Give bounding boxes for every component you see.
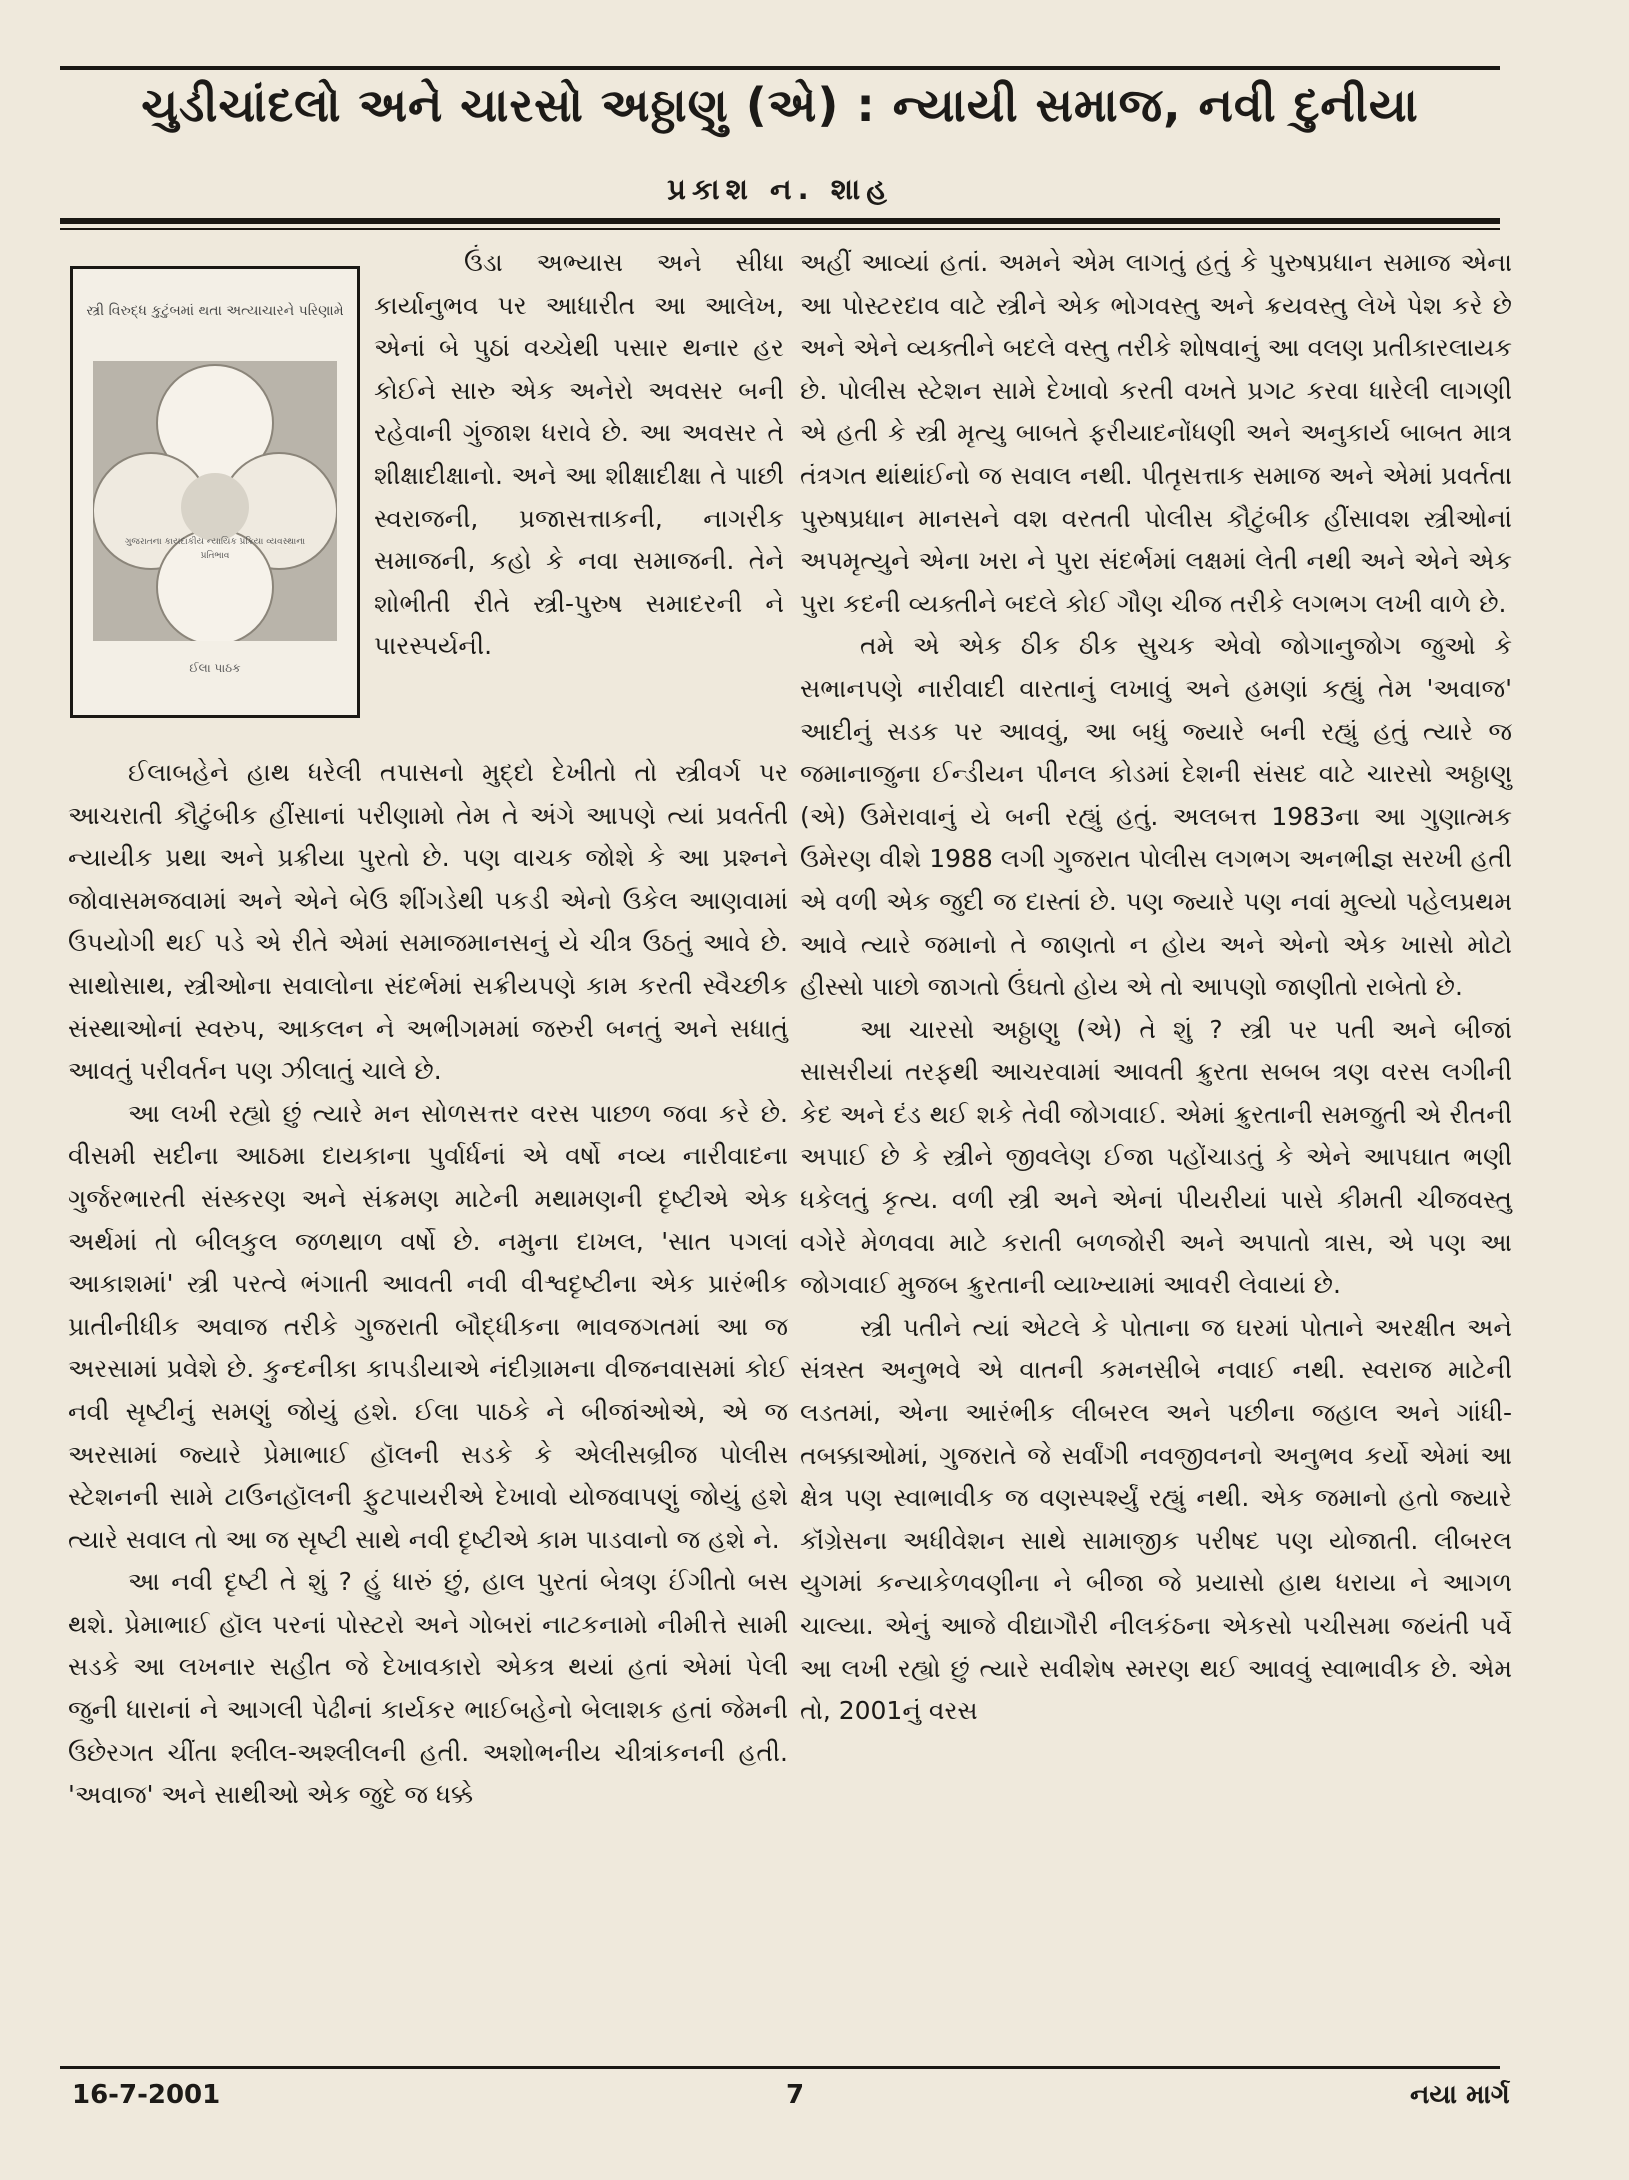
left-column	[68, 752, 788, 1817]
footer-date: 16-7-2001	[72, 2080, 221, 2110]
top-rule	[60, 66, 1500, 70]
paragraph: ઈલાબહેને હાથ ધરેલી તપાસનો મુદ્દો દેખીતો તો સ્ત્રીવર્ગ પર આચરાતી કૌટુંબીક હીંસાનાં પરીણામો તેમ તે અંગે આપણે ત્યાં પ્રવર્તતી ન્યાયીક પ્રથા અને પ્રક્રીયા પુરતો છે. પણ વાચક જોશે કે આ પ્રશ્નને જોવાસમજવામાં અને એને બેઉ શીંગડેથી પકડી એનો ઉકેલ આણવામાં ઉપયોગી થઈ પડે એ રીતે એમાં સમાજમાનસનું યે ચીત્ર ઉઠતું આવે છે. સાથોસાથ, સ્ત્રીઓના સવાલોના સંદર્ભમાં સક્રીયપણે કામ કરતી સ્વૈચ્છીક સંસ્થાઓનાં સ્વરુપ, આકલન ને અભીગમમાં જરુરી બનતું અને સધાતું આવતું પરીવર્તન પણ ઝીલાતું ચાલે છે.	[68, 758, 788, 1086]
book-cover-title: સ્ત્રી વિરુદ્ધ કુટુંબમાં થતા અત્યાચારને પરિણામે	[86, 303, 344, 319]
book-cover-subtitle: ગુજરાતના કાયદાકીય ન્યાયિક પ્રક્રિયા વ્યવસ્થાના પ્રતિભાવ	[124, 537, 306, 561]
footer-page-number: 7	[786, 2080, 805, 2110]
paragraph: આ ચારસો અઠ્ઠાણુ (એ) તે શું ? સ્ત્રી પર પતી અને બીજાં સાસરીયાં તરફથી આચરવામાં આવતી ક્રુરતા સબબ ત્રણ વરસ લગીની કેદ અને દંડ થઈ શકે તેવી જોગવાઈ. એમાં ક્રુરતાની સમજુતી એ રીતની અપાઈ છે કે સ્ત્રીને જીવલેણ ઈજા પહોંચાડતું કે એને આપઘાત ભણી ધકેલતું કૃત્ય. વળી સ્ત્રી અને એનાં પીયરીયાં પાસે કીમતી ચીજવસ્તુ વગેરે મેળવવા માટે કરાતી બળજોરી અને અપાતો ત્રાસ, એ પણ આ જોગવાઈ મુજબ ક્રુરતાની વ્યાખ્યામાં આવરી લેવાયાં છે.	[800, 1014, 1512, 1300]
header-rule-thin	[60, 228, 1500, 230]
right-column	[800, 242, 1512, 1733]
book-cover-image	[70, 266, 360, 718]
intro-column	[374, 242, 784, 668]
paragraph: સ્ત્રી પતીને ત્યાં એટલે કે પોતાના જ ઘરમાં પોતાને અરક્ષીત અને સંત્રસ્ત અનુભવે એ વાતની કમનસીબે નવાઈ નથી. સ્વરાજ માટેની લડતમાં, એના આરંભીક લીબરલ અને પછીના જહાલ અને ગાંધી-તબક્કાઓમાં, ગુજરાતે જે સર્વાંગી નવજીવનનો અનુભવ કર્યો એમાં આ ક્ષેત્ર પણ સ્વાભાવીક જ વણસ્પર્શ્યું રહ્યું નથી. એક જમાનો હતો જ્યારે કૉંગ્રેસના અધીવેશન સાથે સામાજીક પરીષદ પણ યોજાતી. લીબરલ યુગમાં કન્યાકેળવણીના ને બીજા જે પ્રયાસો હાથ ધરાયા ને આગળ ચાલ્યા. એનું આજે વીદ્યાગૌરી નીલકંઠના એકસો પચીસમા જયંતી પર્વે આ લખી રહ્યો છું ત્યારે સવીશેષ સ્મરણ થઈ આવવું સ્વાભાવીક છે. એમ તો, 2001નું વરસ	[800, 1312, 1512, 1726]
paragraph: તમે એ એક ઠીક ઠીક સુચક એવો જોગાનુજોગ જુઓ કે સભાનપણે નારીવાદી વારતાનું લખાવું અને હમણાં કહ્યું તેમ 'અવાજ' આદીનું સડક પર આવવું, આ બધું જ્યારે બની રહ્યું હતું ત્યારે જ જમાનાજુના ઈન્ડીયન પીનલ કોડમાં દેશની સંસદ વાટે ચારસો અઠ્ઠાણુ (એ) ઉમેરાવાનું યે બની રહ્યું હતું. અલબત્ત 1983ના આ ગુણાત્મક ઉમેરણ વીશે 1988 લગી ગુજરાત પોલીસ લગભગ અનભીજ્ઞ સરખી હતી એ વળી એક જુદી જ દાસ્તાં છે. પણ જ્યારે પણ નવાં મુલ્યો પહેલપ્રથમ આવે ત્યારે જમાનો તે જાણતો ન હોય અને એનો એક ખાસો મોટો હીસ્સો પાછો જાગતો ઉંઘતો હોય એ તો આપણો જાણીતો રાબેતો છે.	[800, 631, 1512, 1002]
paragraph: આ નવી દૃષ્ટી તે શું ? હું ધારું છું, હાલ પુરતાં બેત્રણ ઈંગીતો બસ થશે. પ્રેમાભાઈ હૉલ પરનાં પોસ્ટરો અને ગોબરાં નાટકનામો નીમીત્તે સામી સડકે આ લખનાર સહીત જે દેખાવકારો એકત્ર થયાં હતાં એમાં પેલી જુની ધારાનાં ને આગલી પેઢીનાં કાર્યકર ભાઈબહેનો બેલાશક હતાં જેમની ઉછેરગત ચીંતા શ્લીલ-અશ્લીલની હતી. અશોભનીય ચીત્રાંકનની હતી. 'અવાજ' અને સાથીઓ એક જુદે જ ધક્કે	[68, 1567, 788, 1810]
paragraph: અહીં આવ્યાં હતાં. અમને એમ લાગતું હતું કે પુરુષપ્રધાન સમાજ એના આ પોસ્ટરદાવ વાટે સ્ત્રીને એક ભોગવસ્તુ અને ક્રયવસ્તુ લેખે પેશ કરે છે અને એને વ્યક્તીને બદલે વસ્તુ તરીકે શોષવાનું આ વલણ પ્રતીકારલાયક છે. પોલીસ સ્ટેશન સામે દેખાવો કરતી વખતે પ્રગટ કરવા ધારેલી લાગણી એ હતી કે સ્ત્રી મૃત્યુ બાબતે ફરીયાદનોંધણી અને અનુકાર્ય બાબત માત્ર તંત્રગત થાંથાંઈનો જ સવાલ નથી. પીતૃસત્તાક સમાજ અને એમાં પ્રવર્તતા પુરુષપ્રધાન માનસને વશ વરતતી પોલીસ કૌટુંબીક હીંસાવશ સ્ત્રીઓનાં અપમૃત્યુને એના ખરા ને પુરા સંદર્ભમાં લક્ષમાં લેતી નથી અને એને એક પુરા કદની વ્યક્તીને બદલે કોઈ ગૌણ ચીજ તરીકે લગભગ લખી વાળે છે.	[800, 248, 1512, 618]
article-title: ચુડીચાંદલો અને ચારસો અઠ્ઠાણુ (એ) : ન્યાયી સમાજ, નવી દુનીયા	[141, 78, 1419, 132]
footer-rule	[60, 2066, 1500, 2069]
book-cover-author: ઈલા પાઠક	[189, 661, 241, 675]
article-author: પ્રકાશ ન. શાહ	[667, 172, 893, 206]
book-cover-illustration	[93, 361, 337, 641]
footer-magazine-name: નયા માર્ગ	[1410, 2080, 1510, 2110]
paragraph: આ લખી રહ્યો છું ત્યારે મન સોળસત્તર વરસ પાછળ જવા કરે છે. વીસમી સદીના આઠમા દાયકાના પુર્વાર્ધનાં એ વર્ષો નવ્ય નારીવાદના ગુર્જરભારતી સંસ્કરણ અને સંક્રમણ માટેની મથામણની દૃષ્ટીએ એક અર્થમાં તો બીલકુલ જળથાળ વર્ષો છે. નમુના દાખલ, 'સાત પગલાં આકાશમાં' સ્ત્રી પરત્વે ભંગાતી આવતી નવી વીશ્વદૃષ્ટીના એક પ્રારંભીક પ્રાતીનીધીક અવાજ તરીકે ગુજરાતી બૌદ્ધીકના ભાવજગતમાં આ જ અરસામાં પ્રવેશે છે. કુન્દનીકા કાપડીયાએ નંદીગ્રામના વીજનવાસમાં કોઈ નવી સૃષ્ટીનું સમણું જોયું હશે. ઈલા પાઠકે ને બીજાંઓએ, એ જ અરસામાં જ્યારે પ્રેમાભાઈ હૉલની સડકે કે એલીસબ્રીજ પોલીસ સ્ટેશનની સામે ટાઉનહૉલની ફુટપાયરીએ દેખાવો યોજવાપણું જોયું હશે ત્યારે સવાલ તો આ જ સૃષ્ટી સાથે નવી દૃષ્ટીએ કામ પાડવાનો જ હશે ને.	[68, 1098, 788, 1554]
intro-paragraph: ઉંડા અભ્યાસ અને સીધા કાર્યાનુભવ પર આધારીત આ આલેખ, એનાં બે પુઠાં વચ્ચેથી પસાર થનાર હર કોઈને સારુ એક અનેરો અવસર બની રહેવાની ગુંજાશ ધરાવે છે. આ અવસર તે શીક્ષાદીક્ષાનો. અને આ શીક્ષાદીક્ષા તે પાછી સ્વરાજની, પ્રજાસત્તાકની, નાગરીક સમાજની, કહો કે નવા સમાજની. તેને શોભીતી રીતે સ્ત્રી-પુરુષ સમાદરની ને પારસ્પર્યની.	[374, 248, 784, 661]
header-rule-thick	[60, 218, 1500, 224]
